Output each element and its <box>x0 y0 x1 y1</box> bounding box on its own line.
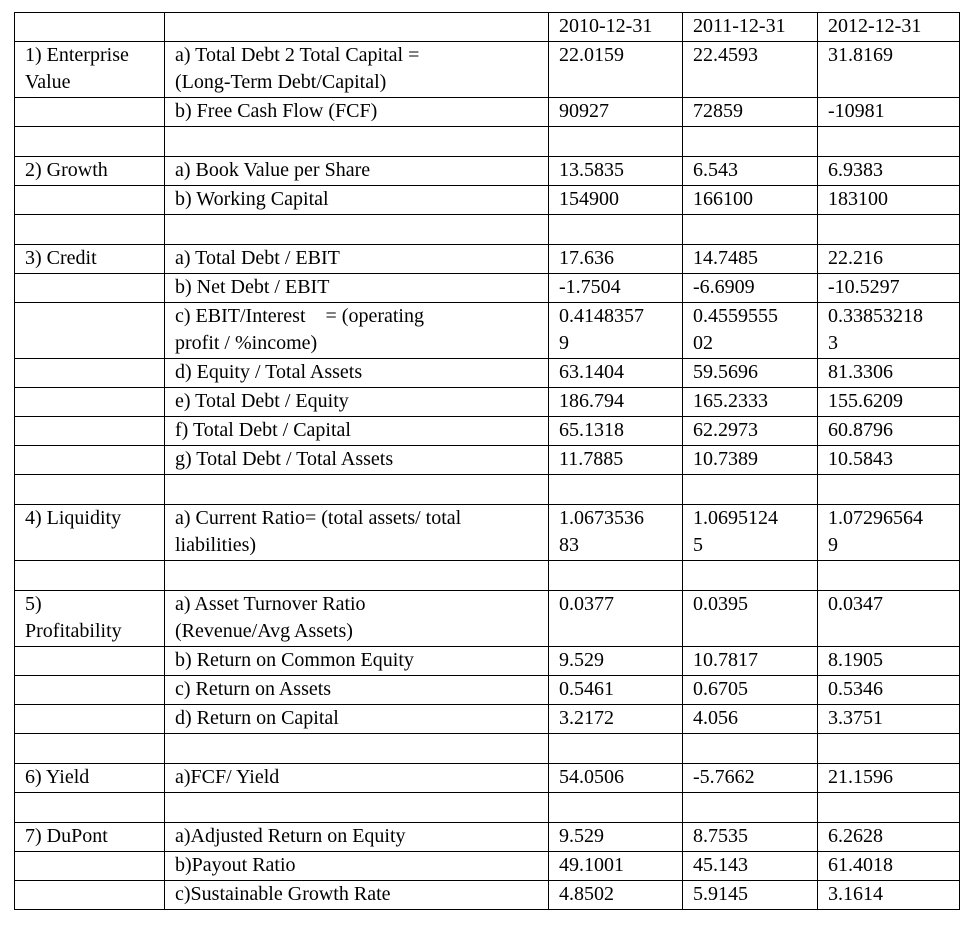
table-body <box>15 13 960 910</box>
value-cell: 8.1905 <box>818 647 960 676</box>
value-cell: 0.5346 <box>818 676 960 705</box>
table-row <box>15 705 960 734</box>
table-row <box>15 42 960 98</box>
header-cell-category <box>15 13 165 42</box>
value-cell: 22.0159 <box>549 42 683 98</box>
value-cell: -10.5297 <box>818 274 960 303</box>
category-cell-empty <box>15 705 165 734</box>
table-row <box>15 505 960 561</box>
value-cell: 0.0347 <box>818 591 960 647</box>
spacer-cell <box>549 561 683 591</box>
category-cell: 5) Profitability <box>15 591 165 647</box>
table-row <box>15 98 960 127</box>
spacer-row <box>15 215 960 245</box>
metric-label-cell: a) Total Debt / EBIT <box>165 245 549 274</box>
metric-label-cell: a) Current Ratio= (total assets/ total liabilities) <box>165 505 549 561</box>
metric-label-cell: b)Payout Ratio <box>165 852 549 881</box>
metric-label-cell: b) Net Debt / EBIT <box>165 274 549 303</box>
value-cell: 10.5843 <box>818 446 960 475</box>
value-cell: 0.0377 <box>549 591 683 647</box>
category-cell-empty <box>15 359 165 388</box>
table-row <box>15 186 960 215</box>
spacer-row <box>15 127 960 157</box>
table-row <box>15 157 960 186</box>
metric-label-cell: a)Adjusted Return on Equity <box>165 823 549 852</box>
value-cell: 6.2628 <box>818 823 960 852</box>
spacer-cell <box>549 734 683 764</box>
spacer-cell <box>818 215 960 245</box>
value-cell: 0.4559555 02 <box>683 303 818 359</box>
metric-label-cell: d) Return on Capital <box>165 705 549 734</box>
value-cell: 9.529 <box>549 823 683 852</box>
spacer-cell <box>15 734 165 764</box>
spacer-cell <box>15 475 165 505</box>
metric-label-cell: d) Equity / Total Assets <box>165 359 549 388</box>
ratio-table-container <box>14 12 960 910</box>
category-cell-empty <box>15 676 165 705</box>
value-cell: 22.216 <box>818 245 960 274</box>
value-cell: 14.7485 <box>683 245 818 274</box>
category-cell: 7) DuPont <box>15 823 165 852</box>
value-cell: -10981 <box>818 98 960 127</box>
value-cell: 0.5461 <box>549 676 683 705</box>
spacer-cell <box>165 734 549 764</box>
header-date-2012: 2012-12-31 <box>818 13 960 42</box>
value-cell: 3.3751 <box>818 705 960 734</box>
spacer-cell <box>818 793 960 823</box>
header-row <box>15 13 960 42</box>
category-cell: 2) Growth <box>15 157 165 186</box>
metric-label-cell: f) Total Debt / Capital <box>165 417 549 446</box>
value-cell: 65.1318 <box>549 417 683 446</box>
spacer-cell <box>683 127 818 157</box>
table-row <box>15 245 960 274</box>
table-row <box>15 591 960 647</box>
value-cell: 0.0395 <box>683 591 818 647</box>
spacer-cell <box>818 475 960 505</box>
value-cell: 0.33853218 3 <box>818 303 960 359</box>
spacer-cell <box>818 561 960 591</box>
value-cell: 54.0506 <box>549 764 683 793</box>
metric-label-cell: b) Return on Common Equity <box>165 647 549 676</box>
value-cell: 183100 <box>818 186 960 215</box>
spacer-cell <box>549 793 683 823</box>
value-cell: 8.7535 <box>683 823 818 852</box>
value-cell: 31.8169 <box>818 42 960 98</box>
category-cell: 3) Credit <box>15 245 165 274</box>
metric-label-cell: b) Working Capital <box>165 186 549 215</box>
table-row <box>15 823 960 852</box>
spacer-cell <box>549 475 683 505</box>
spacer-cell <box>818 127 960 157</box>
category-cell-empty <box>15 647 165 676</box>
table-row <box>15 274 960 303</box>
value-cell: 1.0695124 5 <box>683 505 818 561</box>
spacer-cell <box>549 127 683 157</box>
value-cell: -6.6909 <box>683 274 818 303</box>
category-cell: 6) Yield <box>15 764 165 793</box>
value-cell: 5.9145 <box>683 881 818 910</box>
category-cell: 4) Liquidity <box>15 505 165 561</box>
category-cell-empty <box>15 417 165 446</box>
value-cell: 72859 <box>683 98 818 127</box>
spacer-cell <box>683 734 818 764</box>
value-cell: 81.3306 <box>818 359 960 388</box>
category-cell-empty <box>15 98 165 127</box>
header-date-2011: 2011-12-31 <box>683 13 818 42</box>
value-cell: 22.4593 <box>683 42 818 98</box>
header-date-2010: 2010-12-31 <box>549 13 683 42</box>
value-cell: 49.1001 <box>549 852 683 881</box>
spacer-row <box>15 734 960 764</box>
table-row <box>15 881 960 910</box>
value-cell: 166100 <box>683 186 818 215</box>
value-cell: 6.9383 <box>818 157 960 186</box>
value-cell: 90927 <box>549 98 683 127</box>
value-cell: 154900 <box>549 186 683 215</box>
spacer-row <box>15 475 960 505</box>
value-cell: 0.6705 <box>683 676 818 705</box>
value-cell: -1.7504 <box>549 274 683 303</box>
metric-label-cell: a) Asset Turnover Ratio (Revenue/Avg Assets) <box>165 591 549 647</box>
value-cell: 62.2973 <box>683 417 818 446</box>
spacer-cell <box>165 793 549 823</box>
category-cell-empty <box>15 186 165 215</box>
metric-label-cell: b) Free Cash Flow (FCF) <box>165 98 549 127</box>
value-cell: 1.07296564 9 <box>818 505 960 561</box>
value-cell: 10.7817 <box>683 647 818 676</box>
category-cell-empty <box>15 274 165 303</box>
category-cell-empty <box>15 446 165 475</box>
spacer-cell <box>683 793 818 823</box>
value-cell: 63.1404 <box>549 359 683 388</box>
spacer-cell <box>15 215 165 245</box>
value-cell: 4.056 <box>683 705 818 734</box>
spacer-cell <box>549 215 683 245</box>
table-row <box>15 852 960 881</box>
value-cell: 21.1596 <box>818 764 960 793</box>
category-cell-empty <box>15 303 165 359</box>
spacer-cell <box>15 561 165 591</box>
spacer-cell <box>165 561 549 591</box>
value-cell: -5.7662 <box>683 764 818 793</box>
metric-label-cell: c) EBIT/Interest = (operating profit / %income) <box>165 303 549 359</box>
value-cell: 9.529 <box>549 647 683 676</box>
spacer-cell <box>165 215 549 245</box>
value-cell: 165.2333 <box>683 388 818 417</box>
spacer-row <box>15 561 960 591</box>
spacer-row <box>15 793 960 823</box>
table-row <box>15 764 960 793</box>
metric-label-cell: e) Total Debt / Equity <box>165 388 549 417</box>
header-cell-metric <box>165 13 549 42</box>
value-cell: 59.5696 <box>683 359 818 388</box>
spacer-cell <box>15 127 165 157</box>
value-cell: 3.1614 <box>818 881 960 910</box>
metric-label-cell: a)FCF/ Yield <box>165 764 549 793</box>
spacer-cell <box>683 215 818 245</box>
value-cell: 60.8796 <box>818 417 960 446</box>
category-cell-empty <box>15 388 165 417</box>
spacer-cell <box>683 475 818 505</box>
table-row <box>15 417 960 446</box>
table-row <box>15 303 960 359</box>
financial-ratio-table <box>14 12 960 910</box>
spacer-cell <box>15 793 165 823</box>
value-cell: 10.7389 <box>683 446 818 475</box>
metric-label-cell: g) Total Debt / Total Assets <box>165 446 549 475</box>
value-cell: 45.143 <box>683 852 818 881</box>
value-cell: 17.636 <box>549 245 683 274</box>
value-cell: 186.794 <box>549 388 683 417</box>
value-cell: 13.5835 <box>549 157 683 186</box>
metric-label-cell: c) Return on Assets <box>165 676 549 705</box>
spacer-cell <box>818 734 960 764</box>
value-cell: 3.2172 <box>549 705 683 734</box>
value-cell: 11.7885 <box>549 446 683 475</box>
metric-label-cell: a) Book Value per Share <box>165 157 549 186</box>
spacer-cell <box>683 561 818 591</box>
table-row <box>15 388 960 417</box>
spacer-cell <box>165 475 549 505</box>
value-cell: 61.4018 <box>818 852 960 881</box>
value-cell: 1.0673536 83 <box>549 505 683 561</box>
category-cell-empty <box>15 881 165 910</box>
category-cell: 1) Enterprise Value <box>15 42 165 98</box>
table-row <box>15 676 960 705</box>
table-row <box>15 359 960 388</box>
spacer-cell <box>165 127 549 157</box>
value-cell: 4.8502 <box>549 881 683 910</box>
value-cell: 155.6209 <box>818 388 960 417</box>
value-cell: 6.543 <box>683 157 818 186</box>
metric-label-cell: a) Total Debt 2 Total Capital = (Long-Term Debt/Capital) <box>165 42 549 98</box>
category-cell-empty <box>15 852 165 881</box>
metric-label-cell: c)Sustainable Growth Rate <box>165 881 549 910</box>
value-cell: 0.4148357 9 <box>549 303 683 359</box>
table-row <box>15 647 960 676</box>
table-row <box>15 446 960 475</box>
